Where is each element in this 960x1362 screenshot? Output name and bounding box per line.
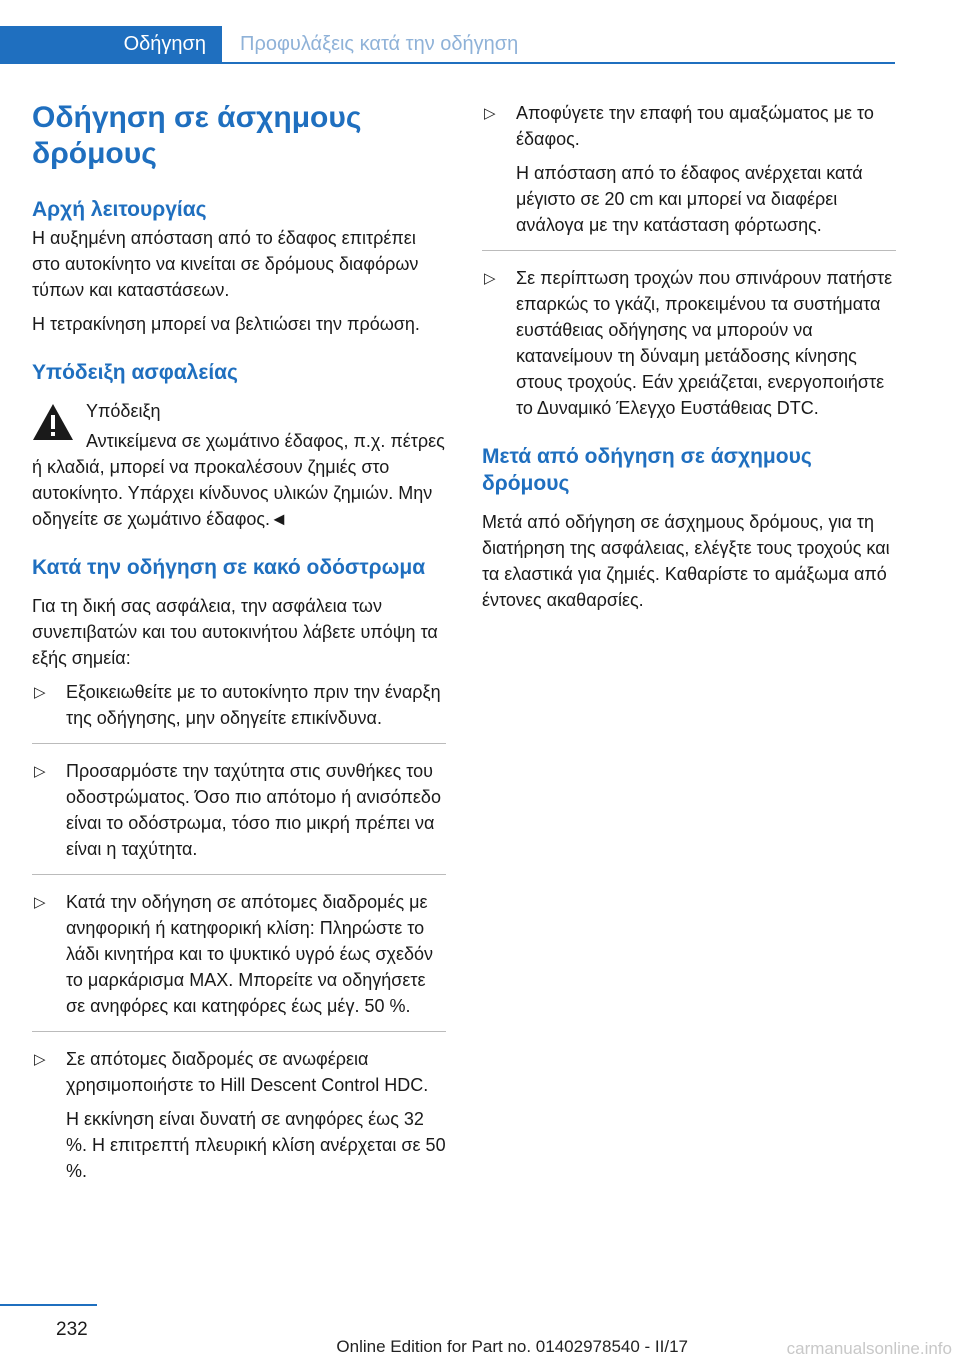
list-item — [482, 100, 896, 251]
paragraph: Η αυξημένη απόσταση από το έδαφος επιτρέπει στο αυτοκίνητο να κινείται σε δρόμους διαφόρων τύπων και καταστάσεων. — [32, 228, 419, 300]
list-item-text: Κατά την οδήγηση σε απότομες διαδρομές με ανηφορική ή κατηφορική κλίση: Πληρώστε το λάδι κινητήρα και το ψυκτικό υγρό έως σχεδόν το μαρκάρισμα MAX. Μπορείτε να οδηγήσετε σε ανηφόρες και κατηφόρες έως μέγ. 50 %. — [66, 892, 434, 1016]
warning-label: Υπόδειξη — [86, 401, 161, 421]
list-item-text: Σε περίπτωση τροχών που σπινάρουν πατήστε επαρκώς το γκάζι, προκειμένου τα συστήματα ευστάθειας οδήγησης να μπορούν να κατανείμουν τη δύναμη μετάδοσης κίνησης στους τροχούς. Εάν χρειάζεται, ενεργοποιήστε το Δυναμικό Έλεγχο Ευστάθειας DTC. — [516, 268, 893, 418]
list-item-text: Η απόσταση από το έδαφος ανέρχεται κατά μέγιστο σε 20 cm και μπορεί να διαφέρει ανάλογα με την κατάσταση φόρτωσης. — [516, 163, 863, 235]
bullet-triangle-icon: ▷ — [34, 763, 46, 780]
list-item — [482, 265, 896, 421]
bullet-triangle-icon: ▷ — [34, 684, 46, 701]
paragraph: Μετά από οδήγηση σε άσχημους δρόμους, για τη διατήρηση της ασφάλειας, ελέγξτε τους τροχούς και τα ελαστικά για ζημιές. Καθαρίστε το αμάξωμα από έντονες ακαθαρσίες. — [482, 512, 890, 610]
list-item — [32, 758, 446, 875]
warning-box — [32, 398, 446, 532]
list-item-text: Σε απότομες διαδρομές σε ανωφέρεια χρησιμοποιήστε το Hill Descent Control HDC. — [66, 1049, 429, 1095]
paragraph: Η τετρακίνηση μπορεί να βελτιώσει την πρόωση. — [32, 314, 420, 334]
warning-triangle-icon — [32, 402, 74, 442]
right-column — [482, 100, 896, 621]
page-number: 232 — [56, 1319, 88, 1340]
list-item — [32, 679, 446, 744]
section-heading-safety: Υπόδειξη ασφαλείας — [32, 361, 238, 384]
list-item — [32, 889, 446, 1032]
tab-driving-precautions[interactable]: Προφυλάξεις κατά την οδήγηση — [240, 33, 519, 55]
page-title: Οδήγηση σε άσχημους δρόμους — [32, 101, 362, 170]
left-column — [32, 100, 446, 1192]
chapter-tabbar — [0, 26, 895, 64]
section-heading-after-driving: Μετά από οδήγηση σε άσχημους δρόμους — [482, 445, 812, 495]
section-heading-principle: Αρχή λειτουργίας — [32, 198, 207, 221]
bullet-triangle-icon: ▷ — [34, 1051, 46, 1068]
edition-footer: Online Edition for Part no. 01402978540 - II/17 — [336, 1337, 688, 1356]
section-heading-bad-road: Κατά την οδήγηση σε κακό οδόστρωμα — [32, 556, 426, 579]
bullet-list — [482, 100, 896, 421]
list-item-text: Προσαρμόστε την ταχύτητα στις συνθήκες του οδοστρώματος. Όσο πιο απότομο ή ανισόπεδο είναι το οδόστρωμα, τόσο πιο μικρή πρέπει να είναι η ταχύτητα. — [66, 761, 441, 859]
bullet-list — [32, 679, 446, 1184]
bullet-triangle-icon: ▷ — [484, 270, 496, 287]
tab-driving[interactable]: Οδήγηση — [0, 26, 222, 62]
page-number-bar — [0, 1304, 97, 1306]
list-item-text: Εξοικειωθείτε με το αυτοκίνητο πριν την έναρξη της οδήγησης, μην οδηγείτε επικίνδυνα. — [66, 682, 441, 728]
paragraph: Για τη δική σας ασφάλεια, την ασφάλεια των συνεπιβατών και του αυτοκινήτου λάβετε υπόψη τα εξής σημεία: — [32, 596, 438, 668]
warning-text: Αντικείμενα σε χωμάτινο έδαφος, π.χ. πέτρες ή κλαδιά, μπορεί να προκαλέσουν ζημιές στο αυτοκίνητο. Υπάρχει κίνδυνος υλικών ζημιών. Μην οδηγείτε σε χωμάτινο έδαφος.◄ — [32, 431, 445, 529]
bullet-triangle-icon: ▷ — [484, 105, 496, 122]
bullet-triangle-icon: ▷ — [34, 894, 46, 911]
list-item-text: Αποφύγετε την επαφή του αμαξώματος με το έδαφος. — [516, 103, 874, 149]
watermark: carmanualsonline.info — [786, 1339, 952, 1358]
list-item — [32, 1046, 446, 1184]
list-item-text: Η εκκίνηση είναι δυνατή σε ανηφόρες έως 32 %. Η επιτρεπτή πλευρική κλίση ανέρχεται σε 50 %. — [66, 1109, 446, 1181]
